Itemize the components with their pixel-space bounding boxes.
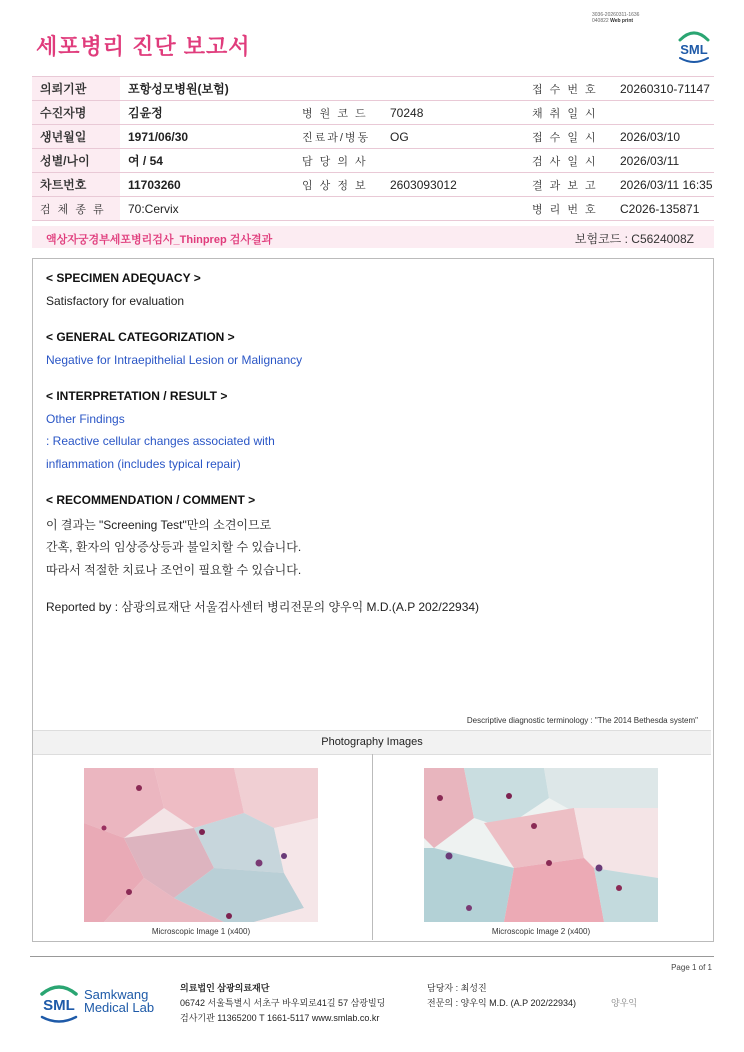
info-label: 결 과 보 고 [524, 173, 612, 197]
footer-divider [30, 956, 714, 957]
info-label: 채 취 일 시 [524, 101, 612, 125]
report-title: 세포병리 진단 보고서 [36, 34, 251, 59]
info-value [382, 149, 524, 173]
info-label [294, 77, 382, 101]
recommendation-line-2: 간혹, 환자의 임상증상등과 불일치할 수 있습니다. [46, 540, 302, 554]
print-code [592, 12, 662, 24]
image-2-caption: Microscopic Image 2 (x400) [491, 927, 591, 936]
manager: 담당자 : 최성진 [427, 983, 487, 993]
sml-footer-logo-text: SML [43, 997, 75, 1014]
info-label: 임 상 정 보 [294, 173, 382, 197]
interpretation-line-3: inflammation (includes typical repair) [46, 457, 241, 471]
footer-signers [427, 981, 576, 1011]
print-code-line2: 040822 [592, 18, 609, 24]
specialist: 전문의 : 양우익 M.D. (A.P 202/22934) [427, 998, 577, 1008]
footer-org-info [180, 981, 385, 1026]
info-value: 11703260 [120, 173, 294, 197]
info-value: 20260310-71147 [612, 77, 714, 101]
reported-by: Reported by : 삼광의료재단 서울검사센터 병리전문의 양우익 M.D.(A.P 202/22934) [46, 600, 480, 614]
info-value: 2026/03/10 [612, 125, 714, 149]
org-contact: 검사기관 11365200 T 1661-5117 www.smlab.co.kr [180, 1013, 380, 1023]
image-1-caption: Microscopic Image 1 (x400) [151, 927, 251, 936]
general-categorization-text: Negative for Intraepithelial Lesion or Malignancy [46, 353, 303, 367]
specimen-adequacy-text: Satisfactory for evaluation [46, 294, 185, 308]
info-value: 70:Cervix [120, 197, 294, 221]
interpretation-heading: < INTERPRETATION / RESULT > [46, 389, 228, 403]
info-value: 2603093012 [382, 173, 524, 197]
info-value: 김윤정 [120, 101, 294, 125]
info-value: OG [382, 125, 524, 149]
info-value [382, 197, 524, 221]
info-label: 성별/나이 [32, 149, 120, 173]
microscopic-image-2 [424, 768, 658, 922]
photo-section-title: Photography Images [321, 736, 423, 748]
patient-info-table [32, 76, 714, 221]
info-value: 70248 [382, 101, 524, 125]
info-row [32, 125, 714, 149]
web-print-label: Web print [610, 18, 634, 24]
info-value: 포항성모병원(보험) [120, 77, 294, 101]
sml-logo-icon [675, 28, 713, 64]
info-label: 검 체 종 류 [32, 197, 120, 221]
info-label: 담 당 의 사 [294, 149, 382, 173]
insurance-code: 보험코드 : C5624008Z [574, 232, 694, 246]
interpretation-line-2: : Reactive cellular changes associated with [46, 434, 275, 448]
signature: 양우익 [611, 999, 638, 1009]
info-label: 진료과/병동 [294, 125, 382, 149]
test-name: 액상자궁경부세포병리검사_Thinprep 검사결과 [46, 234, 273, 246]
info-label: 검 사 일 시 [524, 149, 612, 173]
info-label: 차트번호 [32, 173, 120, 197]
info-label: 병 원 코 드 [294, 101, 382, 125]
info-value [612, 101, 714, 125]
info-label: 생년월일 [32, 125, 120, 149]
microscopic-image-1 [84, 768, 318, 922]
footer-logo [36, 980, 155, 1029]
org-name: 의료법인 삼광의료재단 [180, 983, 270, 993]
sml-logo-text: SML [680, 42, 708, 57]
info-row [32, 101, 714, 125]
info-value: 여 / 54 [120, 149, 294, 173]
terminology-note: Descriptive diagnostic terminology : "The 2014 Bethesda system" [466, 716, 698, 725]
info-row [32, 77, 714, 101]
info-value: C2026-135871 [612, 197, 714, 221]
logo-name-2: Medical Lab [84, 1000, 155, 1015]
specimen-adequacy-heading: < SPECIMEN ADEQUACY > [46, 271, 201, 285]
info-value: 1971/06/30 [120, 125, 294, 149]
logo-name-1: Samkwang [84, 987, 149, 1002]
info-row [32, 197, 714, 221]
photo-divider [372, 754, 373, 940]
general-categorization-heading: < GENERAL CATEGORIZATION > [46, 330, 235, 344]
info-label: 접 수 번 호 [524, 77, 612, 101]
org-address: 06742 서울특별시 서초구 바우뫼로41길 57 삼광빌딩 [180, 998, 386, 1008]
info-row [32, 149, 714, 173]
recommendation-line-3: 따라서 적절한 치료나 조언이 필요할 수 있습니다. [46, 563, 302, 577]
page-number: Page 1 of 1 [671, 963, 712, 972]
info-label: 수진자명 [32, 101, 120, 125]
recommendation-line-1: 이 결과는 "Screening Test"만의 소견이므로 [46, 518, 272, 532]
info-label: 의뢰기관 [32, 77, 120, 101]
print-code-line1: 3036-20260311-1636 [592, 12, 640, 18]
sml-footer-logo-icon [36, 980, 82, 1024]
info-value: 2026/03/11 16:35 [612, 173, 714, 197]
info-value [382, 77, 524, 101]
info-label: 병 리 번 호 [524, 197, 612, 221]
info-label [294, 197, 382, 221]
info-value: 2026/03/11 [612, 149, 714, 173]
interpretation-line-1: Other Findings [46, 412, 125, 426]
info-row [32, 173, 714, 197]
recommendation-heading: < RECOMMENDATION / COMMENT > [46, 493, 256, 507]
info-label: 접 수 일 시 [524, 125, 612, 149]
